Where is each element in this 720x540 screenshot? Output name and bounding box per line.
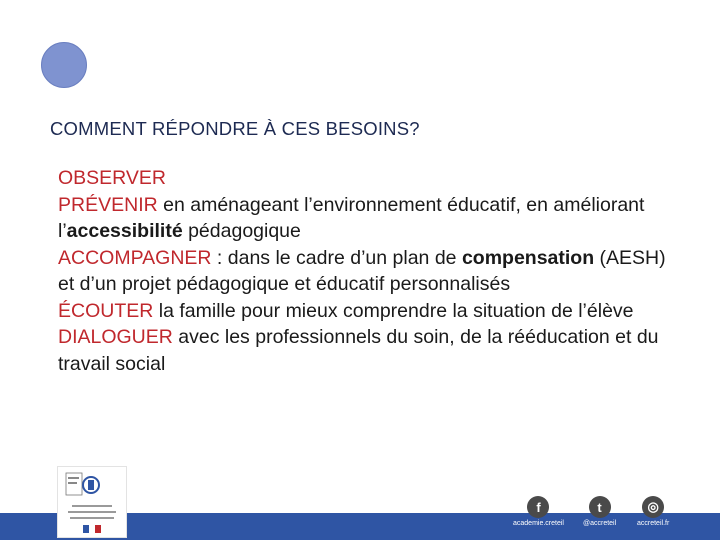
item-text: en aménageant l’environnement éducatif, en améliorant l’ bbox=[58, 193, 645, 242]
logo-line bbox=[68, 511, 116, 513]
flag-icon bbox=[83, 525, 101, 533]
list-item bbox=[58, 245, 678, 298]
keyword-prevenir: PRÉVENIR bbox=[58, 193, 158, 216]
social-handle: academie.creteil bbox=[513, 520, 564, 527]
item-text: la famille pour mieux comprendre la situation de l’élève bbox=[153, 299, 634, 322]
academy-seal-icon bbox=[64, 471, 100, 501]
social-handle: accreteil.fr bbox=[637, 520, 670, 527]
item-text: avec les professionnels du soin, de la rééducation et du travail social bbox=[58, 326, 659, 375]
keyword-ecouter: ÉCOUTER bbox=[58, 299, 154, 322]
facebook-icon[interactable]: f bbox=[527, 496, 549, 518]
keyword-accompagner: ACCOMPAGNER bbox=[58, 246, 212, 269]
item-bold-text: compensation bbox=[461, 246, 595, 269]
item-text: pédagogique bbox=[182, 220, 301, 242]
slide-title: COMMENT RÉPONDRE À CES BESOINS? bbox=[50, 118, 420, 139]
list-item bbox=[58, 298, 678, 325]
social-handle: @accreteil bbox=[583, 520, 617, 527]
list-item bbox=[58, 324, 678, 377]
logo-line bbox=[70, 517, 114, 519]
social-twitter[interactable] bbox=[583, 496, 616, 527]
decorative-circle bbox=[41, 42, 87, 88]
item-text: : dans le cadre d’un plan de bbox=[211, 246, 462, 269]
logo-line bbox=[72, 505, 112, 507]
item-text: (AESH) et d’un projet pédagogique et éducatif personnalisés bbox=[58, 246, 666, 295]
social-facebook[interactable] bbox=[513, 496, 564, 527]
list-item bbox=[58, 192, 678, 245]
keyword-observer: OBSERVER bbox=[58, 167, 167, 189]
academy-logo bbox=[57, 466, 127, 538]
slide-body bbox=[58, 165, 678, 377]
item-bold-text: accessibilité bbox=[66, 220, 183, 242]
twitter-icon[interactable]: t bbox=[589, 496, 611, 518]
list-item bbox=[58, 165, 678, 192]
social-website[interactable] bbox=[637, 496, 669, 527]
dribbble-icon[interactable]: ◎ bbox=[642, 496, 664, 518]
keyword-dialoguer: DIALOGUER bbox=[58, 326, 173, 348]
